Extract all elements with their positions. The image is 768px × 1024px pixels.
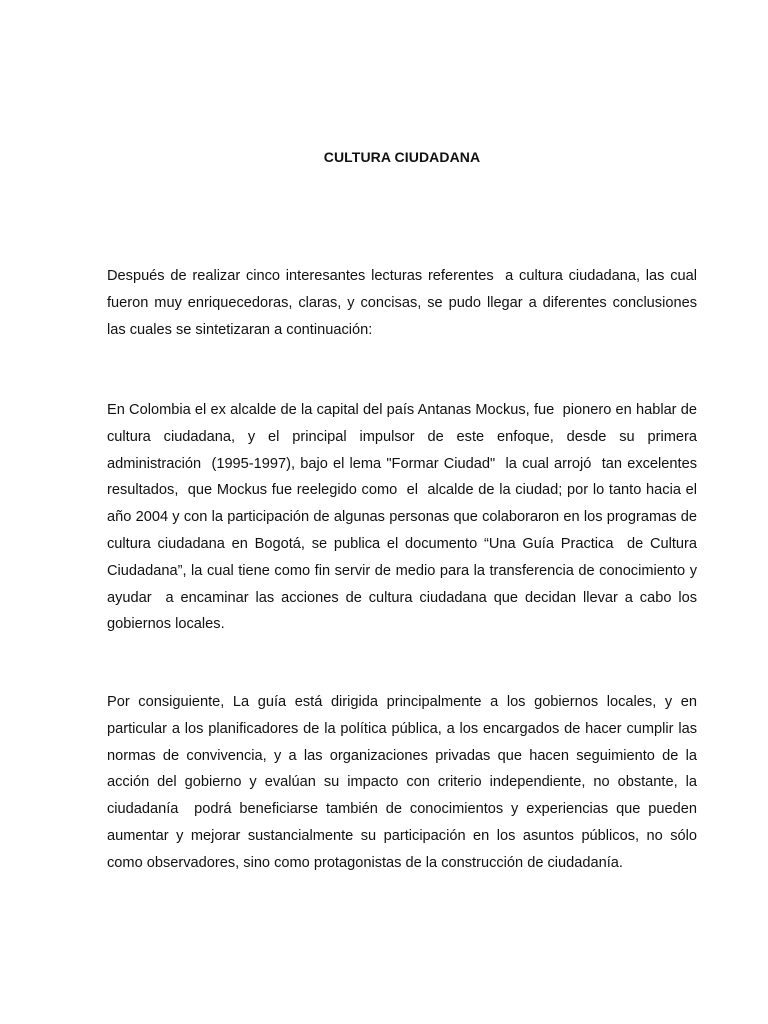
paragraph-colombia: En Colombia el ex alcalde de la capital del país Antanas Mockus, fue pionero en hablar de cultura ciudadana, y el principal impulsor de este enfoque, desde su primera administración (1995-1997), bajo el lema "Formar Ciudad" la cual arrojó tan excelentes resultados, que Mockus fue reelegido como el alcalde de la ciudad; por lo tanto hacia el año 2004 y con la participación de algunas personas que colaboraron en los programas de cultura ciudadana en Bogotá, se publica el documento “Una Guía Practica de Cultura Ciudadana”, la cual tiene como fin servir de medio para la transferencia de conocimiento y ayudar a encaminar las acciones de cultura ciudadana que decidan llevar a cabo los gobiernos locales. [107, 402, 706, 633]
paragraph-intro: Después de realizar cinco interesantes lecturas referentes a cultura ciudadana, las cual fueron muy enriquecedoras, claras, y concisas, se pudo llegar a diferentes conclusiones las cuales se sintetizaran a continuación: [107, 268, 702, 338]
paragraph-guia: Por consiguiente, La guía está dirigida principalmente a los gobiernos locales, y en particular a los planificadores de la política pública, a los encargados de hacer cumplir las normas de convivencia, y a las organizaciones privadas que hacen seguimiento de la acción del gobierno y evalúan su impacto con criterio independiente, no obstante, la ciudadanía podrá beneficiarse también de conocimientos y experiencias que pueden aumentar y mejorar sustancialmente su participación en los asuntos públicos, no sólo como observadores, sino como protagonistas de la construcción de ciudadanía. [107, 694, 702, 871]
document-title: CULTURA CIUDADANA [323, 149, 481, 165]
